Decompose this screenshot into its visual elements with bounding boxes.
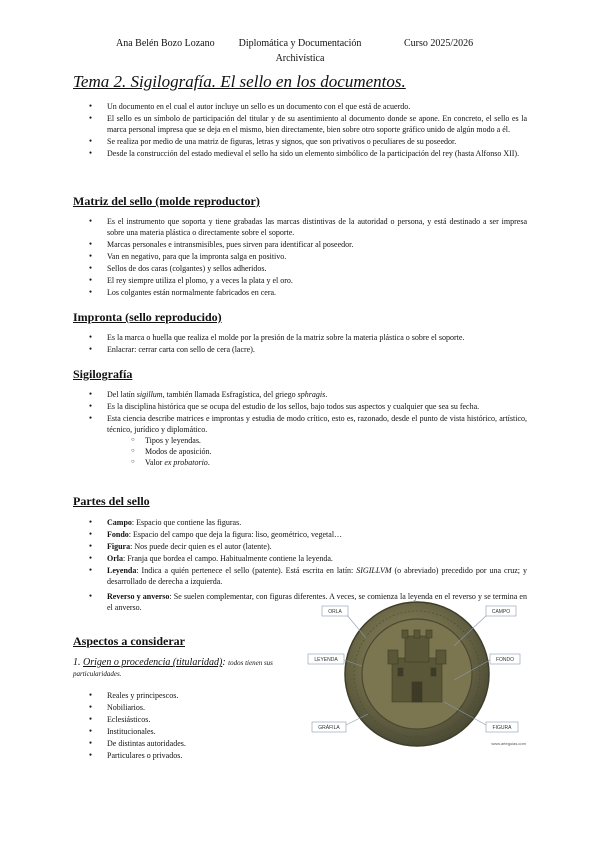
list-item: ● Nobiliarios.: [89, 702, 527, 713]
text: , también llamada Esfragística, del griego: [162, 390, 298, 399]
term: Campo: [107, 518, 132, 527]
figure-credit: www.arteguias.com: [491, 741, 526, 746]
list-item: ● Es la marca o huella que realiza el molde por la presión de la matriz sobre la materia plástica o sobre el soporte.: [89, 332, 527, 343]
sub-item: [131, 457, 527, 468]
list-item: ● Institucionales.: [89, 726, 527, 737]
term: Reverso y anverso: [107, 592, 170, 601]
heading-matriz: Matriz del sello (molde reproductor): [73, 194, 260, 208]
list-item: [89, 553, 527, 564]
header-author: Ana Belén Bozo Lozano: [116, 38, 215, 49]
label-figura: FIGURA: [492, 725, 512, 731]
sub-heading-note: todos tienen sus particularidades.: [73, 659, 273, 678]
term: Fondo: [107, 530, 129, 539]
list-item: ● Es el instrumento que soporta y tiene grabadas las marcas distintivas de la autoridad o persona, y está destinado a ser impresa sobre una materia plástica o directamente sobre el soporte.: [89, 216, 527, 238]
latin-term: SIGILLVM: [356, 566, 392, 575]
sub-list: [107, 435, 527, 468]
list-item: ● Reales y principescos.: [89, 690, 527, 701]
list-item: ● Un documento en el cual el autor incluye un sello es un documento con el que está de acuerdo.: [89, 101, 527, 112]
definition: (o abreviado) precedido por una cruz; y desarrollado de derecha a izquierda.: [107, 566, 528, 586]
list-item: ● Enlacrar: cerrar carta con sello de cera (lacre).: [89, 344, 527, 355]
label-fondo: FONDO: [495, 657, 515, 663]
header-subject: Diplomática y Documentación Archivística: [238, 38, 362, 64]
list-item: ● Eclesiásticos.: [89, 714, 527, 725]
definition: : Nos puede decir quien es el autor (latente).: [130, 542, 272, 551]
list-item: ● Se realiza por medio de una matriz de figuras, letras y signos, que son privativos o peculiares de su poseedor.: [89, 136, 527, 147]
heading-aspectos: Aspectos a considerar: [73, 634, 185, 648]
label-campo: CAMPO: [491, 609, 511, 615]
heading-impronta: Impronta (sello reproducido): [73, 310, 222, 324]
text: Valor: [145, 458, 165, 467]
list-item: ● El rey siempre utiliza el plomo, y a veces la plata y el oro.: [89, 275, 527, 286]
greek-term: sphragis: [297, 390, 326, 399]
sub-item: ○ Tipos y leyendas.: [131, 435, 527, 446]
list-item: ● Desde la construcción del estado medieval el sello ha sido un elemento simbólico de la participación del rey (hasta Alfonso XII).: [89, 148, 527, 159]
list-item: ● Particulares o privados.: [89, 750, 527, 761]
intro-list: [89, 101, 527, 160]
sub-heading-origen: [73, 657, 285, 679]
list-item: [89, 413, 527, 468]
list-item: ● Van en negativo, para que la impronta salga en positivo.: [89, 251, 527, 262]
label-leyenda: LEYENDA: [314, 657, 338, 663]
latin-term: sigillum: [136, 390, 163, 399]
sigilografia-list: [89, 389, 527, 469]
label-grafila: GRÁFILA: [318, 725, 340, 731]
seal-image: [345, 602, 489, 746]
text: .: [325, 390, 328, 399]
page-title: Tema 2. Sigilografía. El sello en los documentos.: [73, 72, 406, 91]
seal-diagram: [304, 596, 530, 748]
definition: : Espacio que contiene las figuras.: [131, 518, 242, 527]
definition: : Se suelen complementar, con figuras diferentes. A veces, se comienza la leyenda en el reverso y se termina en el anverso.: [107, 592, 527, 612]
list-item: ● Marcas personales e intransmisibles, pues sirven para identificar al poseedor.: [89, 239, 527, 250]
term: Figura: [107, 542, 131, 551]
term: Orla: [107, 554, 123, 563]
definition: : Franja que bordea el campo. Habitualmente contiene la leyenda.: [123, 554, 333, 563]
definition: : Indica a quién pertenece el sello (patente). Está escrita en latín:: [136, 566, 357, 575]
impronta-list: [89, 332, 527, 356]
sub-heading-title: Origen o procedencia (titularidad): [83, 657, 223, 668]
list-item: [89, 517, 527, 528]
list-item: ● Los colgantes están normalmente fabricados en cera.: [89, 287, 527, 298]
text: Del latín: [107, 390, 137, 399]
list-item: [89, 389, 527, 400]
list-item: ● El sello es un símbolo de participación del titular y de su asentimiento al documento donde se apone. En concreto, el sello es la marca personal impresa que se deja en el mismo, bien directamente, bien sobre otro soporte gráfico unido de algún modo a él.: [89, 113, 527, 135]
list-item: ● De distintas autoridades.: [89, 738, 527, 749]
list-item: ● Es la disciplina histórica que se ocupa del estudio de los sellos, bajo todos sus aspectos y cualquier que sea su fecha.: [89, 401, 527, 412]
matriz-list: [89, 216, 527, 299]
number: 1.: [73, 657, 83, 668]
list-item: ● Sellos de dos caras (colgantes) y sellos adheridos.: [89, 263, 527, 274]
definition: : Espacio del campo que deja la figura: liso, geométrico, vegetal…: [128, 530, 343, 539]
header-course: Curso 2025/2026: [404, 38, 474, 49]
term: Leyenda: [107, 566, 137, 575]
text: .: [207, 458, 210, 467]
sub-item: ○ Modos de aposición.: [131, 446, 527, 457]
partes-list: [89, 517, 527, 588]
list-item: [89, 541, 527, 552]
text: Esta ciencia describe matrices e improntas y estudia de modo crítico, esto es, razonado, desde el punto de vista histórico, artístico, técnico, jurídico y diplomático.: [107, 414, 527, 434]
label-orla: ORLA: [328, 609, 342, 615]
text: :: [222, 657, 229, 668]
list-item: [89, 565, 527, 587]
heading-partes: Partes del sello: [73, 494, 150, 508]
heading-sigilografia: Sigilografía: [73, 367, 133, 381]
latin-term: ex probatorio: [164, 458, 208, 467]
list-item: [89, 529, 527, 540]
